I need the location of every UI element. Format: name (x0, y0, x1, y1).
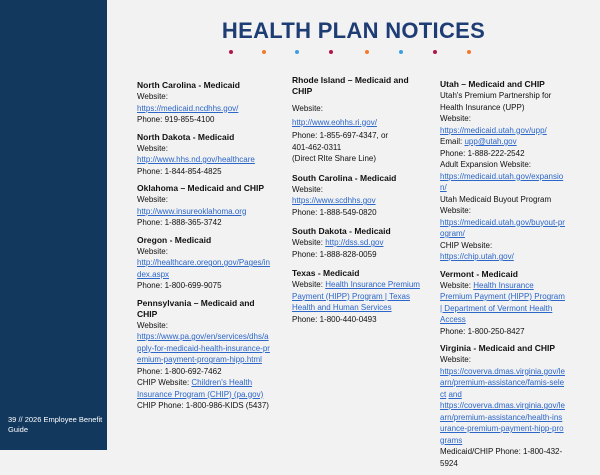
dot-1 (229, 50, 233, 54)
decorative-dots (0, 50, 600, 58)
entry-pennsylvania (137, 298, 272, 412)
phone-text: Phone: 919-855-4100 (137, 115, 215, 124)
dot-3 (295, 50, 299, 54)
website-label: Website: (292, 184, 323, 194)
website-line (440, 280, 565, 326)
website-link[interactable]: http://healthcare.oregon.gov/Pages/index.aspx (137, 258, 270, 279)
state-heading: Oregon - Medicaid (137, 234, 212, 245)
website-link-1[interactable]: https://coverva.dmas.virginia.gov/learn/premium-assistance/famis-select (440, 366, 565, 399)
dot-6 (399, 50, 403, 54)
phone-text: Phone: 1-888-549-0820 (292, 207, 377, 217)
website-link[interactable]: https://www.pa.gov/en/services/dhs/apply-for-medicaid-health-insurance-premium-payment-program-hipp.html (137, 332, 270, 364)
dot-5 (365, 50, 369, 54)
phone-text: Phone: 1-844-854-4825 (137, 166, 222, 176)
website-label: Website: (440, 280, 471, 290)
state-heading: Vermont - Medicaid (440, 268, 518, 279)
phone-text: Phone: 1-888-222-2542 (440, 148, 525, 158)
phone-text: Phone: 1-888-828-0059 (292, 249, 377, 259)
state-heading: North Dakota - Medicaid (137, 131, 235, 142)
column-3 (440, 79, 565, 475)
state-heading: South Carolina - Medicaid (292, 172, 397, 183)
website-label: Website: (292, 280, 323, 289)
state-heading: Virginia - Medicaid and CHIP (440, 343, 556, 353)
website-line-1 (440, 366, 565, 401)
phone-text: Phone: 1-800-250-8427 (440, 326, 525, 336)
chip-phone-text: CHIP Phone: 1-800-986-KIDS (5437) (137, 401, 269, 410)
email-line (440, 136, 565, 148)
website-link[interactable]: http://www.hhs.nd.gov/healthcare (137, 155, 255, 164)
chip-website-link[interactable]: Children's Health Insurance Program (CHIP) (pa.gov) (137, 378, 264, 399)
entry-south-dakota (292, 226, 422, 260)
entry-utah (440, 79, 565, 263)
website-link[interactable]: https://medicaid.ncdhhs.gov/ (137, 103, 239, 113)
dot-2 (262, 50, 266, 54)
website-link[interactable]: http://www.insureoklahoma.org (137, 206, 247, 216)
page-number: 39 (8, 415, 17, 424)
page-footer (8, 415, 104, 435)
website-link-2[interactable]: https://coverva.dmas.virginia.gov/learn/premium-assistance/health-insurance-premium-payment-hipp-programs (440, 401, 565, 445)
website-label: Website: (137, 143, 168, 153)
footer-text: 2026 Employee Benefit Guide (8, 415, 103, 434)
state-heading: North Carolina - Medicaid (137, 80, 240, 90)
chip-website-line (137, 377, 272, 400)
website-label: Website: (440, 355, 471, 364)
state-heading: Rhode Island – Medicaid and CHIP (292, 75, 409, 96)
website-line (292, 279, 422, 314)
state-heading: Texas - Medicaid (292, 268, 360, 278)
phone-text: Medicaid/CHIP Phone: 1-800-432-5924 (440, 447, 563, 468)
website-link[interactable]: https://www.scdhhs.gov (292, 196, 376, 205)
entry-rhode-island (292, 75, 422, 165)
entry-north-carolina (137, 80, 272, 126)
entry-south-carolina (292, 173, 422, 219)
website-link[interactable]: Health Insurance Premium Payment (HIPP) Program | Department of Vermont Health Access (440, 280, 565, 324)
phone-text-3: (Direct RIte Share Line) (292, 154, 377, 163)
buyout-link[interactable]: https://medicaid.utah.gov/buyout-program/ (440, 217, 565, 238)
website-link[interactable]: http://dss.sd.gov (325, 238, 384, 247)
phone-text: Phone: 1-800-440-0493 (292, 314, 377, 324)
website-label: Website: (292, 238, 323, 247)
entry-texas (292, 268, 422, 325)
chip-website-link[interactable]: https://chip.utah.gov/ (440, 252, 514, 261)
phone-text-2: 401-462-0311 (292, 142, 342, 152)
adult-expansion-link[interactable]: https://medicaid.utah.gov/expansion/ (440, 171, 564, 192)
entry-north-dakota (137, 132, 272, 178)
entry-vermont (440, 269, 565, 338)
page-title: HEALTH PLAN NOTICES (221, 18, 486, 43)
website-label: Website: (137, 246, 168, 256)
website-label: Website: (137, 195, 168, 204)
website-link[interactable]: http://www.eohhs.ri.gov/ (292, 117, 377, 127)
website-link[interactable]: Health Insurance Premium Payment (HIPP) Program | Texas Health and Human Services (292, 280, 420, 312)
adult-expansion-label: Adult Expansion Website: (440, 160, 532, 169)
dot-8 (467, 50, 471, 54)
entry-oregon (137, 235, 272, 292)
column-2 (292, 75, 422, 333)
sidebar-band (0, 0, 107, 450)
dot-7 (433, 50, 437, 54)
state-heading: Pennsylvania – Medicaid and CHIP (137, 297, 255, 319)
program-name: Utah's Premium Partnership for Health Insurance (UPP) (440, 91, 552, 112)
email-link[interactable]: upp@utah.gov (464, 137, 517, 146)
dot-4 (329, 50, 333, 54)
phone-text: Phone: 1-800-692-7462 (137, 366, 222, 376)
chip-website-label: CHIP Website: (137, 378, 190, 387)
state-heading: South Dakota - Medicaid (292, 226, 391, 236)
state-heading: Oklahoma – Medicaid and CHIP (137, 183, 265, 193)
phone-text: Phone: 1-855-697-4347, or (292, 131, 389, 140)
website-label: Website: (137, 320, 168, 330)
and-text: and (448, 389, 462, 399)
entry-oklahoma (137, 183, 272, 229)
footer-separator: // (18, 415, 23, 424)
entry-virginia (440, 343, 565, 469)
buyout-label: Utah Medicaid Buyout Program Website: (440, 194, 552, 215)
state-heading: Utah – Medicaid and CHIP (440, 79, 545, 89)
website-label: Website: (440, 114, 471, 123)
phone-text: Phone: 1-800-699-9075 (137, 281, 222, 290)
phone-text: Phone: 1-888-365-3742 (137, 218, 222, 227)
column-1 (137, 80, 272, 418)
website-line (292, 237, 422, 249)
chip-website-label: CHIP Website: (440, 240, 493, 250)
website-link[interactable]: https://medicaid.utah.gov/upp/ (440, 125, 547, 135)
email-label: Email: (440, 137, 463, 146)
website-label: Website: (292, 104, 323, 113)
website-label: Website: (137, 92, 168, 101)
